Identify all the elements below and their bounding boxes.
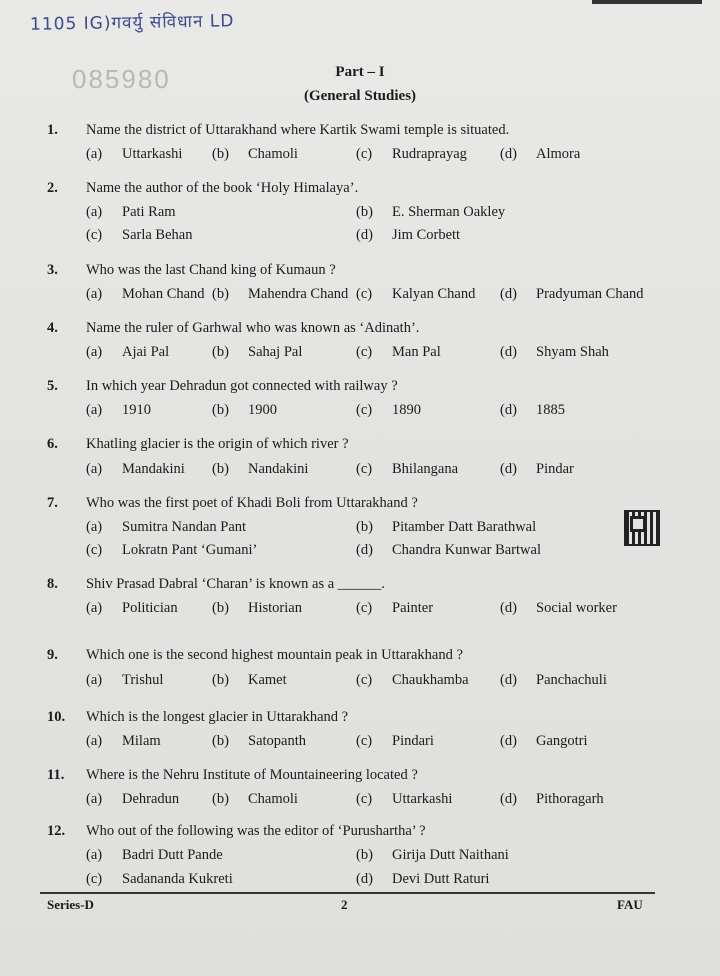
question-number: 10.	[47, 709, 66, 725]
option-text: Nandakini	[248, 461, 309, 477]
top-edge-rule	[592, 0, 702, 4]
option-letter: (c)	[86, 227, 103, 243]
question-text: In which year Dehradun got connected with railway ?	[86, 378, 398, 394]
option-letter: (b)	[212, 461, 229, 477]
option-text: Rudraprayag	[392, 146, 467, 162]
question-number: 1.	[47, 122, 58, 138]
option-text: Sadananda Kukreti	[122, 871, 233, 887]
option-letter: (d)	[500, 461, 517, 477]
option-letter: (a)	[86, 204, 103, 220]
option-text: Mohan Chand	[122, 286, 205, 302]
option-letter: (a)	[86, 519, 103, 535]
option-text: Pindari	[392, 733, 434, 749]
question-number: 6.	[47, 436, 58, 452]
option-letter: (c)	[356, 402, 373, 418]
part-subtitle: (General Studies)	[303, 88, 417, 104]
question-number: 12.	[47, 823, 66, 839]
option-text: Dehradun	[122, 791, 180, 807]
question-text: Who was the first poet of Khadi Boli from Uttarakhand ?	[86, 495, 418, 511]
option-letter: (a)	[86, 286, 103, 302]
option-letter: (c)	[86, 542, 103, 558]
option-text: Kamet	[248, 672, 287, 688]
question-text: Khatling glacier is the origin of which river ?	[86, 436, 349, 452]
option-letter: (c)	[86, 871, 103, 887]
option-text: Chandra Kunwar Bartwal	[392, 542, 541, 558]
option-letter: (a)	[86, 672, 103, 688]
option-letter: (c)	[356, 286, 373, 302]
option-letter: (b)	[212, 146, 229, 162]
option-letter: (d)	[356, 227, 373, 243]
option-letter: (c)	[356, 791, 373, 807]
option-text: Trishul	[122, 672, 164, 688]
faint-serial-number: 085980	[72, 64, 171, 94]
option-letter: (b)	[212, 791, 229, 807]
option-text: Social worker	[536, 600, 617, 616]
option-text: 1885	[536, 402, 565, 418]
question-number: 5.	[47, 378, 58, 394]
option-text: 1910	[122, 402, 151, 418]
option-text: Gangotri	[536, 733, 588, 749]
question-number: 3.	[47, 262, 58, 278]
question-number: 4.	[47, 320, 58, 336]
option-text: Pradyuman Chand	[536, 286, 644, 302]
option-letter: (a)	[86, 402, 103, 418]
option-text: Chamoli	[248, 791, 298, 807]
option-letter: (a)	[86, 600, 103, 616]
option-letter: (c)	[356, 600, 373, 616]
option-text: Almora	[536, 146, 581, 162]
question-number: 11.	[47, 767, 65, 783]
option-text: Pindar	[536, 461, 574, 477]
option-text: Pithoragarh	[536, 791, 604, 807]
option-text: Jim Corbett	[392, 227, 461, 243]
question-number: 8.	[47, 576, 58, 592]
option-letter: (a)	[86, 146, 103, 162]
option-letter: (d)	[500, 344, 517, 360]
option-letter: (b)	[356, 204, 373, 220]
question-number: 9.	[47, 647, 58, 663]
footer-divider	[40, 892, 655, 894]
option-letter: (b)	[212, 286, 229, 302]
option-text: Uttarkashi	[122, 146, 183, 162]
question-number: 2.	[47, 180, 58, 196]
question-text: Which one is the second highest mountain peak in Uttarakhand ?	[86, 647, 463, 663]
handwritten-note: 1105 IG)गवर्यु संविधान LD	[29, 11, 235, 35]
question-text: Shiv Prasad Dabral ‘Charan’ is known as a ______.	[86, 576, 385, 592]
option-letter: (b)	[212, 672, 229, 688]
question-text: Which is the longest glacier in Uttarakhand ?	[86, 709, 349, 725]
option-letter: (d)	[500, 600, 517, 616]
option-letter: (d)	[356, 542, 373, 558]
option-text: Shyam Shah	[536, 344, 609, 360]
option-text: Sumitra Nandan Pant	[122, 519, 247, 535]
option-text: E. Sherman Oakley	[392, 204, 506, 220]
option-text: 1900	[248, 402, 277, 418]
option-text: Politician	[122, 600, 178, 616]
question-text: Where is the Nehru Institute of Mountaineering located ?	[86, 767, 418, 783]
option-text: Girija Dutt Naithani	[392, 847, 509, 863]
option-text: Sarla Behan	[122, 227, 193, 243]
option-letter: (a)	[86, 344, 103, 360]
qr-code-icon	[624, 510, 660, 546]
option-letter: (a)	[86, 791, 103, 807]
option-text: Panchachuli	[536, 672, 607, 688]
option-letter: (d)	[500, 402, 517, 418]
option-letter: (d)	[356, 871, 373, 887]
footer-code: FAU	[617, 897, 643, 912]
question-text: Who was the last Chand king of Kumaun ?	[86, 262, 336, 278]
option-text: Uttarkashi	[392, 791, 453, 807]
question-text: Who out of the following was the editor of ‘Purushartha’ ?	[86, 823, 426, 839]
question-text: Name the ruler of Garhwal who was known as ‘Adinath’.	[86, 320, 420, 336]
option-text: Kalyan Chand	[392, 286, 476, 302]
footer-page-number: 2	[341, 897, 348, 912]
option-text: Ajai Pal	[122, 344, 170, 360]
option-letter: (b)	[212, 600, 229, 616]
option-text: Chamoli	[248, 146, 298, 162]
option-letter: (d)	[500, 791, 517, 807]
option-letter: (b)	[356, 847, 373, 863]
option-letter: (d)	[500, 286, 517, 302]
option-letter: (d)	[500, 672, 517, 688]
option-text: Mandakini	[122, 461, 185, 477]
option-text: Satopanth	[248, 733, 306, 749]
option-text: Painter	[392, 600, 434, 616]
option-letter: (a)	[86, 733, 103, 749]
option-text: Mahendra Chand	[248, 286, 349, 302]
part-title: Part – I	[335, 64, 385, 80]
option-letter: (b)	[356, 519, 373, 535]
option-letter: (c)	[356, 672, 373, 688]
footer-series: Series-D	[47, 897, 94, 912]
option-text: Devi Dutt Raturi	[392, 871, 490, 887]
option-text: 1890	[392, 402, 421, 418]
option-text: Badri Dutt Pande	[122, 847, 223, 863]
option-text: Chaukhamba	[392, 672, 469, 688]
option-letter: (c)	[356, 733, 373, 749]
option-letter: (b)	[212, 402, 229, 418]
option-letter: (d)	[500, 146, 517, 162]
question-text: Name the district of Uttarakhand where Kartik Swami temple is situated.	[86, 122, 510, 138]
option-letter: (b)	[212, 733, 229, 749]
option-letter: (c)	[356, 146, 373, 162]
option-letter: (a)	[86, 461, 103, 477]
option-text: Milam	[122, 733, 161, 749]
question-number: 7.	[47, 495, 58, 511]
option-text: Sahaj Pal	[248, 344, 303, 360]
option-letter: (b)	[212, 344, 229, 360]
option-text: Man Pal	[392, 344, 441, 360]
option-text: Lokratn Pant ‘Gumani’	[122, 542, 258, 558]
option-text: Bhilangana	[392, 461, 459, 477]
option-letter: (c)	[356, 461, 373, 477]
option-text: Pitamber Datt Barathwal	[392, 519, 537, 535]
option-text: Pati Ram	[122, 204, 176, 220]
option-letter: (c)	[356, 344, 373, 360]
option-letter: (d)	[500, 733, 517, 749]
question-text: Name the author of the book ‘Holy Himalaya’.	[86, 180, 359, 196]
option-letter: (a)	[86, 847, 103, 863]
option-text: Historian	[248, 600, 302, 616]
